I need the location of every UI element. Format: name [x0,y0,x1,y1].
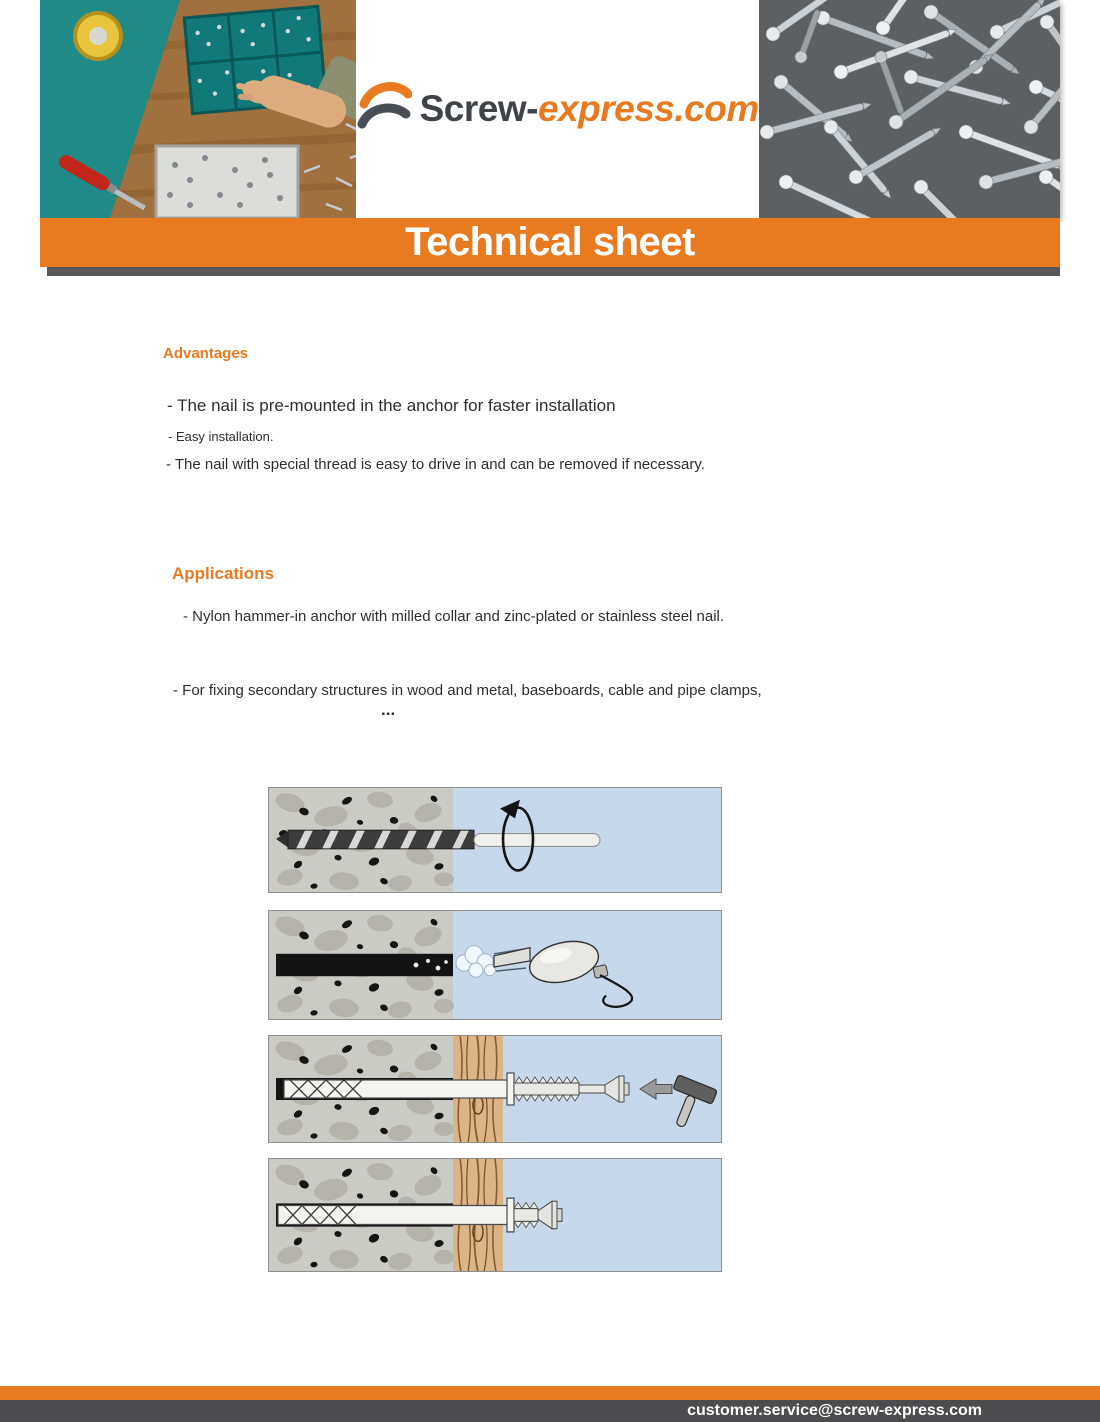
diagram-step-2 [268,910,722,1020]
logo-swoosh-icon [356,78,412,140]
footer-orange-bar [0,1386,1100,1400]
anchor-installed-step-icon [268,1158,722,1272]
logo-brand-suffix: express.com [537,88,759,129]
diagram-step-4 [268,1158,722,1272]
application-item: - Nylon hammer-in anchor with milled collar and zinc-plated or stainless steel nail. [183,608,725,625]
blow-out-dust-step-icon [268,910,722,1020]
hammer-in-anchor-step-icon [268,1035,722,1143]
logo [356,0,759,218]
screws-pile-photo [759,0,1060,218]
footer-bar [0,1400,1100,1422]
workbench-photo-illustration [40,0,356,218]
application-item: - For fixing secondary structures in wood and metal, baseboards, cable and pipe clamps, [173,682,762,699]
advantage-item: - The nail with special thread is easy to drive in and can be removed if necessary. [166,456,705,473]
diagram-step-1 [268,787,722,893]
advantage-item: - The nail is pre-mounted in the anchor for faster installation [167,396,616,415]
header [40,0,1060,218]
screws-pile-illustration [759,0,1060,218]
tape-measure-icon [75,13,121,59]
advantage-item: - Easy installation. [168,429,274,444]
page-title: Technical sheet [405,220,695,264]
logo-brand-prefix: Screw- [419,88,538,129]
applications-heading: Applications [172,564,275,583]
workbench-photo [40,0,356,218]
logo-text [420,88,759,130]
advantages-heading: Advantages [163,345,249,362]
screw-tin [156,146,298,218]
diagram-step-3 [268,1035,722,1143]
banner-title-bar [40,218,1060,267]
drilled-hole [276,954,453,976]
application-item-continuation: ... [381,700,396,719]
header-divider [47,267,1060,276]
drill-hole-step-icon [268,787,722,893]
footer-email: customer.service@screw-express.com [687,1402,982,1419]
